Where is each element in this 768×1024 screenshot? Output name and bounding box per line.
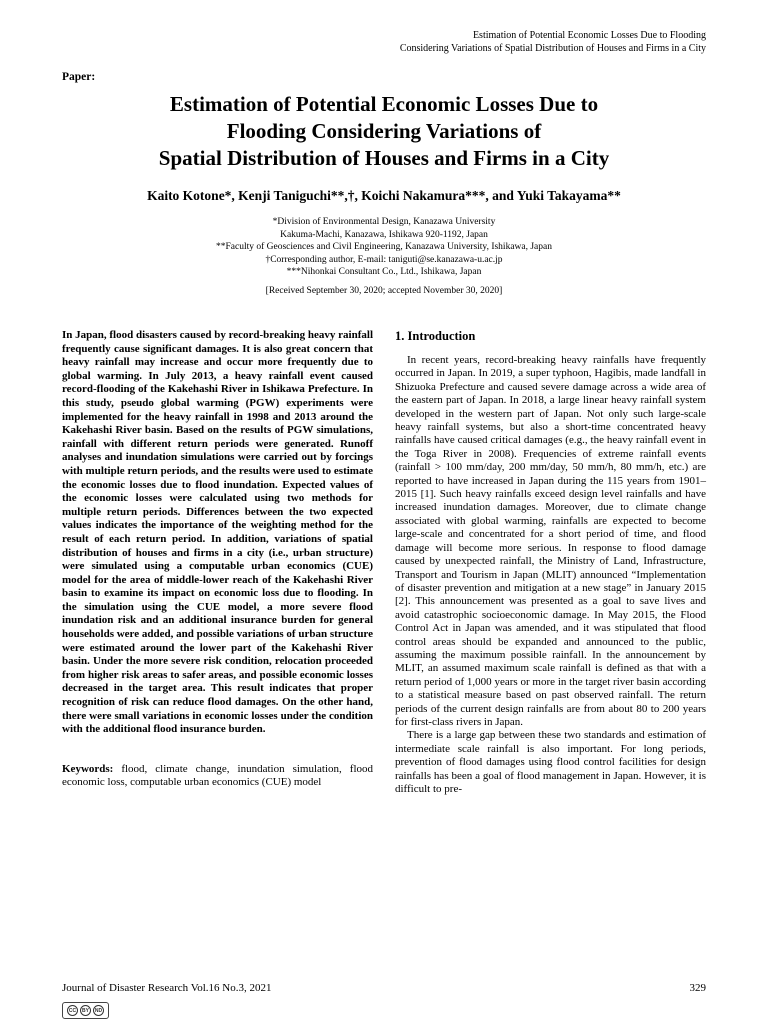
title-line-1: Estimation of Potential Economic Losses Due to xyxy=(169,92,599,116)
affiliation-line: Kakuma-Machi, Kanazawa, Ishikawa 920-1192, Japan xyxy=(280,229,488,240)
affiliation-line: *Division of Environmental Design, Kanazawa University xyxy=(272,217,496,227)
right-column xyxy=(395,329,706,796)
affiliations-block xyxy=(62,216,706,297)
running-head-line-1: Estimation of Potential Economic Losses Due to Flooding xyxy=(472,30,706,41)
section-heading-introduction: 1. Introduction xyxy=(395,329,476,343)
footer-journal-info: Journal of Disaster Research Vol.16 No.3, 2021 xyxy=(62,982,272,994)
title-line-2: Flooding Considering Variations of xyxy=(226,119,542,143)
two-column-body xyxy=(62,329,706,796)
received-dates: [Received September 30, 2020; accepted November 30, 2020] xyxy=(265,285,503,296)
authors-line: Kaito Kotone*, Kenji Taniguchi**,†, Koichi Nakamura***, and Yuki Takayama** xyxy=(147,188,621,203)
running-head xyxy=(62,30,706,55)
keywords-label: Keywords: xyxy=(62,762,114,775)
title-line-3: Spatial Distribution of Houses and Firms in a City xyxy=(158,146,610,170)
keywords-text: flood, climate change, inundation simulation, flood economic loss, computable urban economics (CUE) model xyxy=(62,762,374,789)
intro-paragraph-2: There is a large gap between these two standards and estimation of intermediate scale rainfall is also important. For long periods, prevention of flood damages using flood control facilities for design rainfalls has been a goal of flood management in Japan. However, it is difficult to pre- xyxy=(395,729,706,795)
intro-paragraph-1: In recent years, record-breaking heavy rainfalls have frequently occurred in Japan. In 2019, a super typhoon, Hagibis, made landfall in Shizuoka Prefecture and caused severe damage across a wide area of the eastern part of Japan. In 2018, a large linear heavy rainfall system developed in the western part of Japan. Not only such large-scale heavy rainfall systems, but also a short-time concentrated heavy rainfalls have caused critical damages (e.g., the heavy rainfall event in the Toga River in 2008). Frequencies of extreme rainfall events (rainfall > 100 mm/day, 200 mm/day, 50 mm/h, 80 mm/h, etc.) are reported to have increased in Japan during the 115 years from 1901–2015 [1]. Such heavy rainfalls exceed design level rainfalls and have increased inundation damages. Moreover, due to climate change associated with global warming, rainfalls are expected to become large-scale and concentrated for a short period of time, and flood damage will become more serious. In response to flood damage caused by unexpected rainfall, the Ministry of Land, Infrastructure, Transport and Tourism in Japan (MLIT) announced “Implementation of disaster prevention and mitigation at a new stage” in January 2015 [2]. This announcement was presented as a goal to save lives and avoid catastrophic socioeconomic damage. In May 2015, the Flood Control Act in Japan was amended, and it was stipulated that flood control areas should be expanded and announced to the public, assuming the maximum possible rainfall. In the announcement by MLIT, an assumed maximum scale rainfall is defined as that with a return period of 1,000 years or more in the target river basin according to a statistical measure based on past observed rainfall. The return periods of the current design rainfalls are from about 80 to 200 years for first-class rivers in Japan. xyxy=(395,354,706,728)
affiliation-line: ***Nihonkai Consultant Co., Ltd., Ishikawa, Japan xyxy=(286,267,482,277)
keywords xyxy=(62,763,373,790)
corresponding-author-email: †Corresponding author, E-mail: taniguti@se.kanazawa-u.ac.jp xyxy=(265,254,503,265)
footer-page-number: 329 xyxy=(689,982,706,994)
page-footer xyxy=(62,982,706,994)
abstract-text: In Japan, flood disasters caused by record-breaking heavy rainfall frequently cause significant damages. It is also great concern that heavy rainfall may increase and occur more frequently due to global warming. In July 2013, a heavy rainfall event caused record-flooding of the Kakehashi River in Ishikawa Prefecture. In this study, pseudo global warming (PGW) experiments were implemented for the heavy rainfall in 1998 and 2013 around the Kakehashi River basin. Based on the results of PGW simulations, rainfall with different return periods were generated. Runoff analyses and inundation simulations were carried out by forcings with multiple return periods, and the results were used to estimate the economic losses due to flood inundation. Expected values of the economic losses were calculated using two methods for multiple return periods. Differences between the two expected values indicates the importance of the weighting method for the result of each return period. In addition, variations of spatial distribution of houses and firms in a city (i.e., urban structure) were simulated using a computable urban economics (CUE) model for the area of middle-lower reach of the Kakehashi River basin to examine its impact on economic loss due to flooding. In the simulation using the CUE model, a more severe flood inundation risk and an additional insurance burden for general households were added, and possible variations of urban structure were estimated around the lower part of the Kakehashi River basin. Under the more severe risk condition, relocation proceeded from higher risk areas to safer areas, and possible economic losses decreased in the target area. This result indicates that proper recognition of risk can reduce flood damages. On the other hand, there were small variations in economic losses under the condition with the additional flood insurance burden. xyxy=(62,329,374,736)
cc-by-icon: BY xyxy=(80,1005,91,1016)
left-column xyxy=(62,329,373,796)
affiliation-line: **Faculty of Geosciences and Civil Engineering, Kanazawa University, Ishikawa, Japan xyxy=(215,242,552,252)
paper-title xyxy=(62,91,706,172)
article-type-label: Paper: xyxy=(62,71,96,83)
running-head-line-2: Considering Variations of Spatial Distribution of Houses and Firms in a City xyxy=(399,42,706,54)
cc-license-badge[interactable] xyxy=(62,1002,109,1019)
cc-icon: CC xyxy=(67,1005,78,1016)
cc-nd-icon: ND xyxy=(93,1005,104,1016)
